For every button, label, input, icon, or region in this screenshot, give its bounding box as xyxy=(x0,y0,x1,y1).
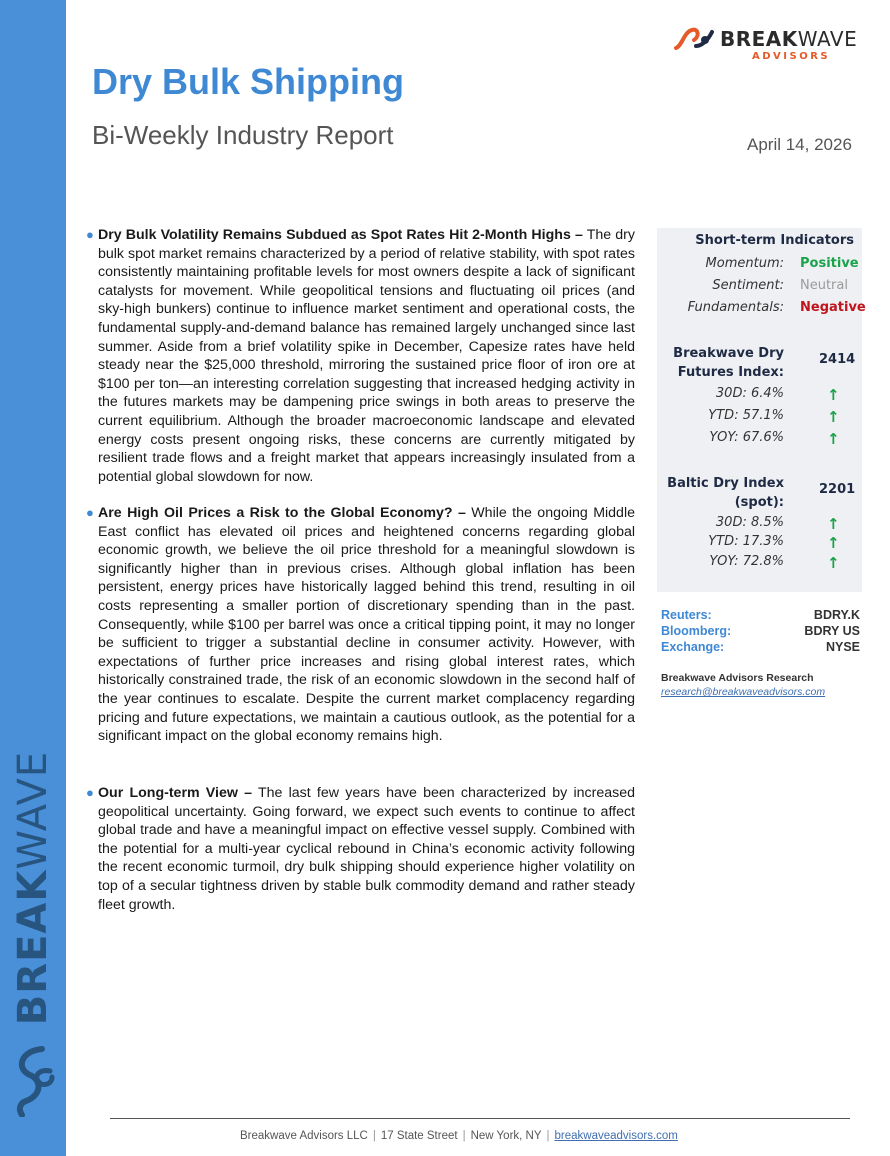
bdi-value: 2201 xyxy=(819,482,856,497)
reuters-label: Reuters: xyxy=(661,608,712,622)
reuters-value: BDRY.K xyxy=(813,608,860,622)
bloomberg-row xyxy=(661,624,860,640)
exchange-label: Exchange: xyxy=(661,640,725,654)
footer-divider xyxy=(110,1118,850,1119)
exchange-value: NYSE xyxy=(825,640,860,654)
bullet-long-term-view xyxy=(86,784,635,914)
up-arrow-icon: ↑ xyxy=(827,408,840,426)
sentiment-value: Neutral xyxy=(800,278,848,293)
research-contact xyxy=(661,672,825,698)
sentiment-label: Sentiment: xyxy=(712,278,784,293)
wave-logo-icon xyxy=(12,1045,56,1117)
bdi-yoy: YOY: 72.8% xyxy=(709,554,784,569)
bullet-text: While the ongoing Middle East conflict has elevated oil prices and heightened concerns regarding global economic growth, we believe the oil price threshold for a meaningful slowdown is significantly higher than in previous crises. Although global inflation has been persistent, energy prices have historically lagged behind this trend, resulting in oil costs representing a smaller portion of discretionary spending than in the past. Consequently, while $100 per barrel was once a critical tipping point, it may no longer be sufficient to trigger a substantial decline in consumer activity. However, with expectations of further price increases and rising global interest rates, which historically constrained trade, the risk of an economic slowdown in the second half of the year continues to escalate. Despite the current market complacency regarding pricing and future expectations, we maintain a cautious outlook, as the potential for a significant impact on the global economy remains high. xyxy=(98,505,635,745)
fundamentals-label: Fundamentals: xyxy=(687,300,784,315)
footer-company: Breakwave Advisors LLC xyxy=(240,1130,368,1142)
bloomberg-label: Bloomberg: xyxy=(661,624,732,638)
up-arrow-icon: ↑ xyxy=(827,554,840,572)
wave-logo-icon xyxy=(674,26,716,52)
bullet-dot-icon: ● xyxy=(86,505,94,520)
indicators-title: Short-term Indicators xyxy=(695,233,854,248)
bdi-label xyxy=(667,474,784,512)
footer-website-link[interactable]: breakwaveadvisors.com xyxy=(554,1130,678,1142)
bullet-dot-icon: ● xyxy=(86,227,94,242)
sidebar-wordmark-bold: BREAK xyxy=(10,869,56,1026)
bdi-ytd: YTD: 17.3% xyxy=(708,534,784,549)
futures-index-label xyxy=(673,344,784,382)
bullet-heading: Dry Bulk Volatility Remains Subdued as Spot Rates Hit 2-Month Highs – xyxy=(98,227,583,243)
futures-index-label-line1: Breakwave Dry xyxy=(673,346,784,361)
brand-name-bold: BREAK xyxy=(720,27,798,51)
bullet-heading: Our Long-term View – xyxy=(98,785,252,801)
bullet-volatility xyxy=(86,226,635,486)
momentum-label: Momentum: xyxy=(705,256,784,271)
bdi-label-line1: Baltic Dry Index xyxy=(667,476,784,491)
up-arrow-icon: ↑ xyxy=(827,515,840,533)
futures-30d: 30D: 6.4% xyxy=(715,386,784,401)
bdi-label-line2: (spot): xyxy=(734,495,784,510)
research-email-link[interactable]: research@breakwaveadvisors.com xyxy=(661,686,826,698)
fundamentals-value: Negative xyxy=(800,300,866,315)
footer-separator: | xyxy=(546,1130,550,1142)
brand-subtitle: ADVISORS xyxy=(752,51,831,62)
futures-index-label-line2: Futures Index: xyxy=(677,365,784,380)
futures-ytd: YTD: 57.1% xyxy=(708,408,784,423)
left-sidebar xyxy=(0,0,66,1156)
report-date: April 14, 2026 xyxy=(747,135,852,154)
footer xyxy=(240,1130,678,1142)
futures-yoy: YOY: 67.6% xyxy=(709,430,784,445)
bullet-heading: Are High Oil Prices a Risk to the Global Economy? – xyxy=(98,505,466,521)
footer-city: New York, NY xyxy=(470,1130,542,1142)
footer-street: 17 State Street xyxy=(380,1130,458,1142)
indicators-panel xyxy=(657,228,866,592)
footer-separator: | xyxy=(372,1130,376,1142)
bdi-30d: 30D: 8.5% xyxy=(715,515,784,530)
bullet-dot-icon: ● xyxy=(86,785,94,800)
bullet-text: The last few years have been characterized by increased geopolitical uncertainty. Going forward, we expect such events to continue to affect global trade and have a meaningful impact on effective vessel supply. Combined with the potential for a multi-year cyclical rebound in China’s economic activity following the recent economic turmoil, dry bulk shipping should experience higher volatility on top of a secular tightness driven by stable bulk commodity demand and rather steady fleet growth. xyxy=(98,785,636,913)
ticker-identifiers xyxy=(661,608,860,656)
futures-index-value: 2414 xyxy=(819,352,856,367)
up-arrow-icon: ↑ xyxy=(827,430,840,448)
sidebar-wordmark-light: WAVE xyxy=(10,750,56,870)
reuters-row xyxy=(661,608,860,624)
momentum-value: Positive xyxy=(800,256,859,271)
up-arrow-icon: ↑ xyxy=(827,386,840,404)
page-subtitle: Bi-Weekly Industry Report xyxy=(92,120,394,150)
brand-name-light: WAVE xyxy=(797,27,858,51)
page-title: Dry Bulk Shipping xyxy=(92,61,405,102)
bloomberg-value: BDRY US xyxy=(804,624,860,638)
bullet-oil-prices xyxy=(86,504,635,746)
brand-name xyxy=(720,27,857,51)
bullet-text: The dry bulk spot market remains characterized by a period of relative stability, with spot rates consistently maintaining profitable levels for most owners despite a lack of significant catalysts for movement. While geopolitical tensions and fluctuating oil prices (and sky-high bunkers) continue to influence market sentiment and operational costs, the fundamental supply-and-demand balance has remained largely unchanged since last summer. Aside from a brief volatility spike in December, Capesize rates have held steady near the $25,000 threshold, mirroring the sustained price floor of iron ore at $100 per ton—an interesting correlation suggesting that increased hedging activity in the futures markets may be dampening price swings in both areas to preserve the current equilibrium. Although the broader macroeconomic landscape and elevated energy costs present ongoing risks, these concerns are currently mitigated by resilient trade flows and a freight market that appears increasingly insulated from a potential global slowdown for now. xyxy=(98,227,635,485)
up-arrow-icon: ↑ xyxy=(827,534,840,552)
exchange-row xyxy=(661,640,860,656)
footer-separator: | xyxy=(462,1130,466,1142)
research-name: Breakwave Advisors Research xyxy=(661,672,814,684)
sidebar-wordmark xyxy=(10,751,56,1025)
